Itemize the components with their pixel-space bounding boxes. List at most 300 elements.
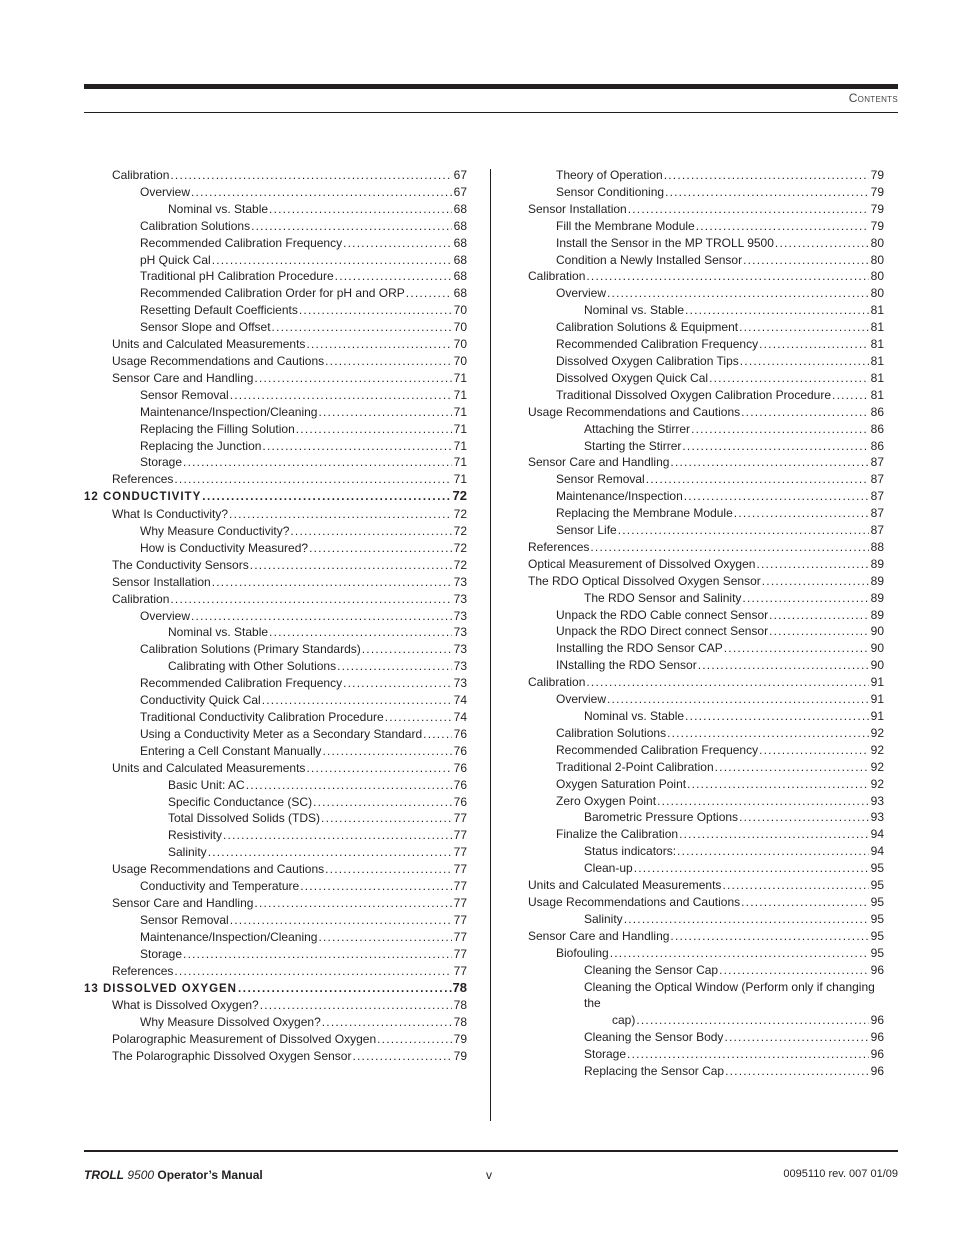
toc-leader-dots — [254, 895, 452, 912]
toc-entry-page: 90 — [870, 624, 884, 639]
toc-leader-dots — [262, 438, 452, 455]
toc-entry-title: Sensor Care and Handling — [112, 895, 254, 910]
toc-entry[interactable] — [84, 726, 467, 743]
toc-entry[interactable] — [84, 777, 467, 794]
toc-leader-dots — [743, 252, 869, 269]
toc-entry[interactable] — [500, 319, 884, 336]
toc-entry-title: Theory of Operation — [556, 168, 663, 182]
toc-leader-dots — [724, 640, 869, 657]
toc-entry[interactable] — [84, 1031, 467, 1048]
toc-entry-page: 80 — [870, 269, 884, 284]
toc-entry[interactable] — [84, 218, 467, 235]
toc-entry-page: 68 — [453, 201, 467, 216]
toc-leader-dots — [337, 658, 452, 675]
toc-leader-dots — [685, 302, 869, 319]
toc-entry-title: Optical Measurement of Dissolved Oxygen — [528, 556, 756, 571]
toc-entry[interactable] — [84, 201, 467, 218]
toc-entry[interactable] — [84, 319, 467, 336]
toc-leader-dots — [230, 387, 452, 404]
toc-entry-title: Replacing the Sensor Cap — [584, 1064, 725, 1079]
toc-entry-page: 70 — [453, 337, 467, 352]
toc-entry[interactable] — [84, 540, 467, 557]
toc-entry[interactable] — [500, 623, 884, 640]
toc-leader-dots — [377, 1031, 452, 1048]
toc-entry[interactable] — [500, 438, 884, 455]
toc-entry-title: 13 DISSOLVED OXYGEN — [84, 982, 237, 995]
toc-entry-title: Sensor Removal — [556, 472, 645, 487]
toc-entry-title: Cleaning the Sensor Cap — [584, 962, 719, 977]
toc-entry-page: 77 — [453, 879, 467, 894]
toc-entry[interactable] — [84, 353, 467, 370]
toc-leader-dots — [769, 623, 869, 640]
toc-entry[interactable] — [84, 997, 467, 1014]
toc-entry[interactable] — [84, 285, 467, 302]
toc-right-column — [500, 167, 884, 1080]
toc-entry[interactable] — [84, 794, 467, 811]
toc-entry[interactable] — [500, 759, 884, 776]
toc-entry-title: Units and Calculated Measurements — [112, 337, 306, 352]
toc-entry[interactable] — [500, 235, 884, 252]
toc-entry-page: 95 — [870, 911, 884, 926]
toc-entry[interactable] — [500, 167, 884, 184]
toc-leader-dots — [246, 777, 452, 794]
toc-entry[interactable] — [84, 387, 467, 404]
toc-entry-page: 77 — [453, 811, 467, 826]
toc-entry-title: Total Dissolved Solids (TDS) — [168, 811, 321, 826]
toc-entry[interactable] — [500, 1046, 884, 1063]
toc-entry[interactable] — [500, 928, 884, 945]
toc-entry-title: Calibration Solutions — [556, 725, 667, 740]
toc-entry-title: The RDO Optical Dissolved Oxygen Sensor — [528, 573, 761, 588]
toc-entry[interactable] — [84, 827, 467, 844]
toc-leader-dots — [646, 471, 869, 488]
toc-leader-dots — [262, 692, 452, 709]
toc-entry-page: 73 — [453, 574, 467, 589]
toc-leader-dots — [740, 353, 869, 370]
toc-entry[interactable] — [84, 675, 467, 692]
toc-entry[interactable] — [500, 674, 884, 691]
toc-entry[interactable] — [500, 218, 884, 235]
toc-leader-dots — [607, 691, 869, 708]
toc-entry[interactable] — [500, 201, 884, 218]
toc-entry-page: 80 — [870, 286, 884, 301]
toc-entry-page: 92 — [870, 742, 884, 757]
toc-entry-page: 71 — [453, 438, 467, 453]
toc-leader-dots — [230, 912, 452, 929]
toc-entry-page: 74 — [453, 693, 467, 708]
toc-entry[interactable] — [500, 302, 884, 319]
toc-entry-title: Recommended Calibration Frequency — [556, 742, 759, 757]
toc-entry-page: 91 — [870, 709, 884, 723]
toc-entry-page: 79 — [870, 168, 884, 182]
toc-entry[interactable] — [500, 471, 884, 488]
toc-entry-page: 67 — [453, 168, 467, 182]
toc-entry[interactable] — [84, 810, 467, 827]
toc-entry-title: Basic Unit: AC — [168, 777, 245, 792]
toc-entry-page: 81 — [870, 320, 884, 335]
toc-entry[interactable] — [84, 760, 467, 777]
toc-entry[interactable] — [500, 826, 884, 843]
toc-entry-title: Maintenance/Inspection/Cleaning — [140, 404, 318, 419]
toc-entry[interactable] — [84, 878, 467, 895]
toc-leader-dots — [670, 928, 869, 945]
toc-leader-dots — [170, 591, 452, 608]
toc-entry[interactable] — [500, 285, 884, 302]
toc-entry[interactable] — [84, 658, 467, 675]
toc-entry-title: Sensor Removal — [140, 387, 229, 402]
footer-manual-title — [84, 1168, 263, 1182]
toc-entry-page: 71 — [453, 472, 467, 487]
toc-entry[interactable] — [500, 894, 884, 911]
toc-entry-page: 96 — [870, 1030, 884, 1045]
toc-entry-page: 81 — [870, 353, 884, 368]
toc-entry-page: 78 — [452, 979, 467, 995]
toc-entry-title: Using a Conductivity Meter as a Secondary Standard — [140, 726, 423, 741]
toc-entry-title: References — [112, 472, 174, 487]
toc-entry[interactable] — [500, 370, 884, 387]
toc-leader-dots — [670, 454, 869, 471]
toc-entry[interactable] — [500, 488, 884, 505]
toc-entry[interactable] — [500, 640, 884, 657]
toc-entry[interactable] — [500, 945, 884, 962]
toc-entry-page: 79 — [453, 1049, 467, 1064]
toc-leader-dots — [299, 302, 452, 319]
toc-leader-dots — [687, 776, 869, 793]
toc-entry-page: 71 — [453, 421, 467, 436]
toc-entry[interactable] — [84, 454, 467, 471]
toc-entry-page: 76 — [453, 743, 467, 758]
toc-entry-page: 86 — [870, 404, 884, 419]
toc-entry[interactable] — [84, 235, 467, 252]
toc-entry-title: Fill the Membrane Module — [556, 218, 695, 233]
toc-entry[interactable] — [84, 506, 467, 523]
toc-entry[interactable] — [84, 946, 467, 963]
toc-entry-title: Sensor Conditioning — [556, 184, 665, 199]
toc-entry-title: Status indicators: — [584, 844, 677, 859]
toc-entry[interactable] — [500, 860, 884, 877]
toc-entry-title: Sensor Removal — [140, 912, 229, 927]
toc-entry[interactable] — [84, 336, 467, 353]
toc-entry[interactable] — [500, 809, 884, 826]
toc-entry[interactable] — [84, 591, 467, 608]
toc-entry-page: 72 — [453, 557, 467, 572]
toc-entry-title: Traditional pH Calibration Procedure — [140, 269, 334, 284]
toc-entry[interactable] — [84, 624, 467, 641]
toc-entry[interactable] — [500, 353, 884, 370]
toc-entry-page: 95 — [870, 861, 884, 876]
toc-entry[interactable] — [84, 895, 467, 912]
toc-leader-dots — [322, 1014, 452, 1031]
toc-leader-dots — [724, 1029, 869, 1046]
toc-entry-title: Nominal vs. Stable — [168, 201, 269, 216]
toc-entry[interactable] — [84, 404, 467, 421]
toc-entry[interactable] — [500, 252, 884, 269]
toc-leader-dots — [679, 826, 869, 843]
toc-left-column — [84, 167, 467, 1065]
toc-entry[interactable] — [500, 725, 884, 742]
toc-entry[interactable] — [500, 607, 884, 624]
toc-entry-title: Clean-up — [584, 861, 633, 876]
toc-entry[interactable] — [500, 387, 884, 404]
toc-entry-page: 95 — [870, 928, 884, 943]
toc-leader-dots — [174, 963, 452, 980]
toc-entry[interactable] — [84, 302, 467, 319]
toc-entry[interactable] — [84, 608, 467, 625]
toc-entry-title: Nominal vs. Stable — [584, 303, 685, 318]
toc-entry[interactable] — [500, 556, 884, 573]
toc-entry-title: Zero Oxygen Point — [556, 793, 657, 808]
toc-entry-title: Specific Conductance (SC) — [168, 794, 313, 809]
toc-entry[interactable] — [500, 691, 884, 708]
toc-entry[interactable] — [84, 844, 467, 861]
toc-leader-dots — [725, 1063, 869, 1080]
toc-entry-title: Attaching the Stirrer — [584, 421, 691, 436]
toc-leader-dots — [352, 1048, 452, 1065]
toc-entry-title: Sensor Slope and Offset — [140, 320, 271, 335]
toc-entry-title: Usage Recommendations and Cautions — [112, 862, 325, 877]
toc-entry[interactable] — [500, 522, 884, 539]
toc-entry[interactable] — [84, 641, 467, 658]
toc-leader-dots — [325, 353, 452, 370]
toc-entry-page: 80 — [870, 235, 884, 250]
toc-entry-page: 87 — [870, 472, 884, 487]
toc-entry-page: 87 — [870, 506, 884, 521]
toc-entry[interactable] — [84, 438, 467, 455]
toc-entry-page: 76 — [453, 777, 467, 792]
toc-entry[interactable] — [500, 505, 884, 522]
toc-entry[interactable] — [500, 776, 884, 793]
toc-entry[interactable] — [84, 709, 467, 726]
toc-leader-dots — [238, 981, 452, 998]
toc-entry-page: 68 — [453, 269, 467, 284]
toc-entry-page: 94 — [870, 827, 884, 842]
toc-entry[interactable] — [84, 268, 467, 285]
toc-entry-title: Calibration — [112, 168, 170, 182]
toc-entry-page: 68 — [453, 235, 467, 250]
toc-entry-title: Resistivity — [168, 828, 223, 843]
toc-entry-page: 89 — [870, 607, 884, 622]
toc-entry[interactable] — [84, 252, 467, 269]
toc-leader-dots — [254, 370, 452, 387]
toc-entry-title: Barometric Pressure Options — [584, 810, 739, 825]
toc-entry[interactable] — [500, 573, 884, 590]
toc-entry[interactable] — [84, 929, 467, 946]
toc-leader-dots — [715, 759, 869, 776]
toc-entry-title: The Conductivity Sensors — [112, 557, 249, 572]
toc-entry-page: 77 — [453, 946, 467, 961]
toc-entry-title: Usage Recommendations and Cautions — [112, 353, 325, 368]
toc-entry-page: 95 — [870, 945, 884, 960]
toc-entry-title: Nominal vs. Stable — [168, 625, 269, 640]
toc-entry-title: Overview — [556, 286, 607, 301]
toc-entry-title: Sensor Care and Handling — [112, 370, 254, 385]
toc-chapter-heading[interactable] — [84, 488, 467, 506]
toc-entry-title: Units and Calculated Measurements — [528, 878, 722, 893]
toc-leader-dots — [309, 540, 452, 557]
toc-entry[interactable] — [84, 692, 467, 709]
toc-leader-dots — [191, 184, 452, 201]
toc-leader-dots — [250, 557, 452, 574]
toc-leader-dots — [423, 726, 452, 743]
toc-entry[interactable] — [500, 454, 884, 471]
toc-entry-title: Storage — [140, 946, 183, 961]
toc-entry-title: Recommended Calibration Frequency — [140, 676, 343, 691]
toc-entry-page: 73 — [453, 591, 467, 606]
toc-leader-dots — [321, 810, 452, 827]
toc-entry[interactable] — [500, 539, 884, 556]
toc-entry[interactable] — [500, 404, 884, 421]
toc-entry-page: 91 — [870, 675, 884, 690]
toc-entry[interactable] — [500, 1063, 884, 1080]
toc-leader-dots — [313, 794, 452, 811]
toc-entry-page: 77 — [453, 912, 467, 927]
toc-entry-title: Calibration Solutions — [140, 218, 251, 233]
toc-leader-dots — [628, 201, 869, 218]
toc-leader-dots — [832, 387, 869, 404]
toc-leader-dots — [769, 607, 869, 624]
toc-leader-dots — [290, 523, 452, 540]
toc-entry-title: Traditional Conductivity Calibration Procedure — [140, 710, 384, 724]
toc-entry[interactable] — [500, 1029, 884, 1046]
toc-entry[interactable] — [500, 911, 884, 928]
toc-entry-title: Sensor Installation — [112, 574, 211, 589]
toc-entry-title: Maintenance/Inspection — [556, 489, 683, 504]
toc-entry-page: 93 — [870, 810, 884, 825]
toc-entry-page: 71 — [453, 455, 467, 470]
toc-entry-page: 88 — [870, 539, 884, 554]
footer-manual: Operator’s Manual — [157, 1168, 263, 1182]
toc-entry-page: 94 — [870, 844, 884, 859]
toc-entry-title: Traditional Dissolved Oxygen Calibration Procedure — [556, 387, 832, 402]
toc-entry[interactable] — [84, 743, 467, 760]
toc-leader-dots — [685, 708, 869, 725]
toc-entry[interactable] — [84, 1048, 467, 1065]
toc-entry[interactable] — [500, 793, 884, 810]
toc-entry[interactable] — [84, 1014, 467, 1031]
toc-entry-title: Starting the Stirrer — [584, 438, 682, 453]
toc-leader-dots — [618, 522, 869, 539]
toc-entry-page: 73 — [453, 642, 467, 657]
toc-entry-page: 96 — [870, 1064, 884, 1079]
toc-entry[interactable] — [84, 861, 467, 878]
toc-entry[interactable] — [500, 979, 884, 1030]
toc-entry[interactable] — [84, 963, 467, 980]
toc-entry[interactable] — [84, 523, 467, 540]
toc-entry[interactable] — [84, 471, 467, 488]
toc-entry-page: 93 — [870, 793, 884, 808]
toc-entry[interactable] — [500, 336, 884, 353]
toc-entry[interactable] — [500, 421, 884, 438]
toc-entry-page: 77 — [453, 929, 467, 944]
toc-entry-title: Install the Sensor in the MP TROLL 9500 — [556, 235, 774, 250]
toc-entry-page: 96 — [870, 1013, 884, 1028]
toc-entry-page: 81 — [870, 303, 884, 318]
toc-entry-page: 87 — [870, 489, 884, 504]
toc-entry-title: Calibration — [112, 591, 170, 606]
toc-entry-title: Oxygen Saturation Point — [556, 776, 687, 791]
toc-entry-title: Unpack the RDO Direct connect Sensor — [556, 624, 769, 639]
toc-leader-dots — [318, 404, 452, 421]
toc-entry-page: 78 — [453, 998, 467, 1013]
toc-entry[interactable] — [500, 590, 884, 607]
toc-entry-page: 79 — [453, 1032, 467, 1047]
toc-entry-page: 89 — [870, 573, 884, 588]
toc-entry-page: 81 — [870, 337, 884, 352]
toc-chapter-heading[interactable] — [84, 980, 467, 998]
toc-entry-title: Why Measure Dissolved Oxygen? — [140, 1015, 321, 1030]
toc-entry-title: Calibrating with Other Solutions — [168, 659, 337, 674]
toc-entry[interactable] — [84, 574, 467, 591]
toc-entry-page: 74 — [453, 710, 467, 724]
toc-entry-page: 95 — [870, 878, 884, 893]
toc-leader-dots — [698, 657, 869, 674]
footer-doc-id: 0095110 rev. 007 01/09 — [783, 1168, 898, 1180]
column-divider — [490, 169, 491, 1121]
toc-entry-title: Dissolved Oxygen Calibration Tips — [556, 353, 739, 368]
toc-entry[interactable] — [500, 843, 884, 860]
toc-entry[interactable] — [84, 912, 467, 929]
toc-entry[interactable] — [500, 877, 884, 894]
toc-leader-dots — [223, 827, 452, 844]
toc-leader-dots — [272, 319, 452, 336]
toc-entry[interactable] — [500, 268, 884, 285]
toc-entry-title-continued: cap) — [612, 1013, 636, 1028]
toc-leader-dots — [759, 336, 869, 353]
toc-entry-page: 86 — [870, 421, 884, 436]
toc-entry[interactable] — [500, 184, 884, 201]
toc-leader-dots — [322, 743, 452, 760]
toc-entry-page: 70 — [453, 353, 467, 368]
toc-entry-title: References — [112, 963, 174, 978]
toc-entry-page: 73 — [453, 659, 467, 674]
toc-entry[interactable] — [84, 421, 467, 438]
toc-leader-dots — [667, 725, 869, 742]
toc-entry-page: 72 — [453, 540, 467, 555]
toc-leader-dots — [296, 421, 452, 438]
toc-entry-page: 89 — [870, 556, 884, 571]
toc-entry[interactable] — [84, 370, 467, 387]
toc-entry-page: 71 — [453, 370, 467, 385]
toc-entry[interactable] — [500, 708, 884, 725]
toc-entry[interactable] — [500, 962, 884, 979]
toc-entry-title: Overview — [140, 608, 191, 623]
toc-entry-title: Calibration Solutions (Primary Standards) — [140, 642, 361, 657]
toc-entry[interactable] — [84, 557, 467, 574]
toc-leader-dots — [208, 844, 452, 861]
toc-leader-dots — [741, 894, 869, 911]
toc-entry-title: Usage Recommendations and Cautions — [528, 894, 741, 909]
toc-leader-dots — [739, 319, 869, 336]
toc-entry-page: 72 — [452, 488, 467, 504]
toc-entry-page: 68 — [453, 218, 467, 233]
toc-entry-page: 76 — [453, 794, 467, 809]
toc-entry[interactable] — [500, 657, 884, 674]
toc-entry-title: Overview — [140, 184, 191, 199]
toc-leader-dots — [636, 1012, 869, 1029]
toc-entry[interactable] — [84, 184, 467, 201]
toc-entry-title: Calibration — [528, 269, 586, 284]
toc-entry-title: Replacing the Filling Solution — [140, 421, 295, 436]
toc-entry[interactable] — [500, 742, 884, 759]
toc-entry-page: 73 — [453, 676, 467, 691]
toc-entry-page: 67 — [453, 184, 467, 199]
toc-leader-dots — [590, 539, 869, 556]
toc-entry-title: Installing the RDO Sensor CAP — [556, 641, 723, 656]
header-section-label: Contents — [848, 91, 898, 105]
toc-entry[interactable] — [84, 167, 467, 184]
toc-entry-title: Cleaning the Optical Window (Perform only if changing the — [584, 979, 875, 1011]
toc-leader-dots — [665, 184, 869, 201]
